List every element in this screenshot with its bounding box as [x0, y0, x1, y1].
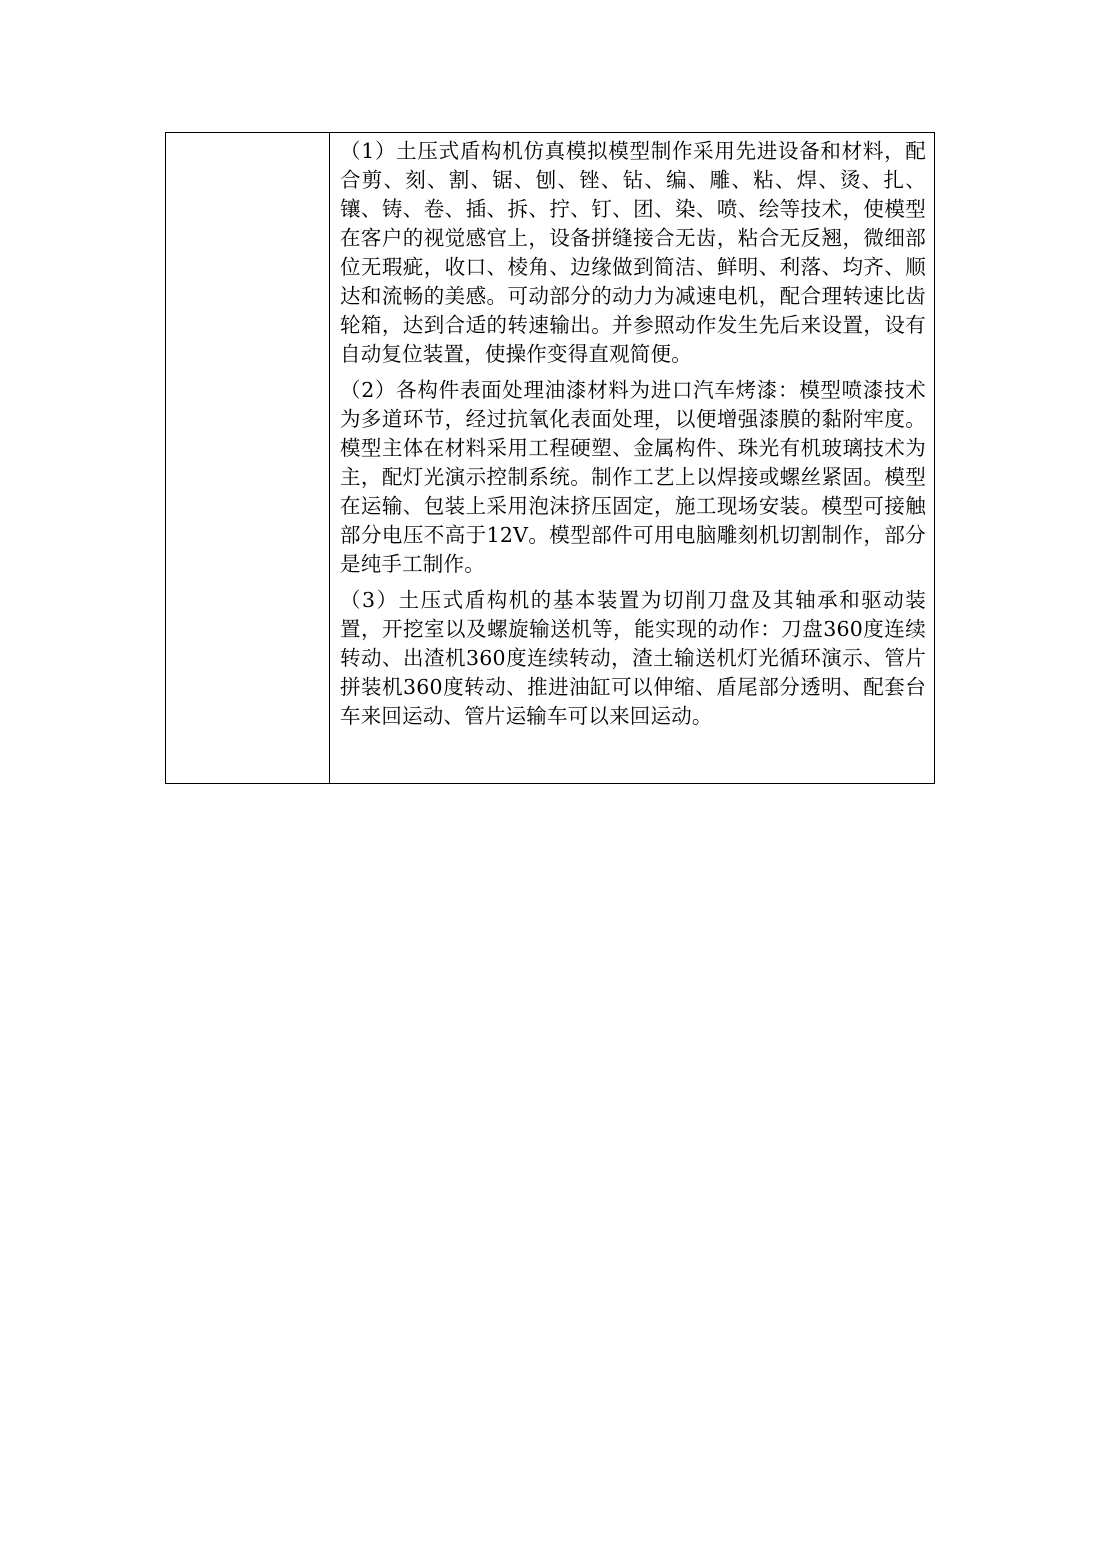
paragraph-3: （3）土压式盾构机的基本装置为切削刀盘及其轴承和驱动装置，开挖室以及螺旋输送机等，能实现的动作：刀盘360度连续转动、出渣机360度连续转动，渣土输送机灯光循环演示、管片拼装机360度转动、推进油缸可以伸缩、盾尾部分透明、配套台车来回运动、管片运输车可以来回运动。 — [340, 588, 926, 728]
table-left-cell — [166, 133, 330, 783]
paragraph-2: （2）各构件表面处理油漆材料为进口汽车烤漆：模型喷漆技术为多道环节，经过抗氧化表面处理，以便增强漆膜的黏附牢度。模型主体在材料采用工程硬塑、金属构件、珠光有机玻璃技术为主，配灯光演示控制系统。制作工艺上以焊接或螺丝紧固。模型在运输、包装上采用泡沫挤压固定，施工现场安装。模型可接触部分电压不高于12V。模型部件可用电脑雕刻机切割制作，部分是纯手工制作。 — [340, 378, 926, 576]
table-right-cell — [330, 133, 934, 783]
content-table — [165, 132, 935, 784]
paragraph-1: （1）土压式盾构机仿真模拟模型制作采用先进设备和材料，配合剪、刻、割、锯、刨、锉、钻、编、雕、粘、焊、烫、扎、镶、铸、卷、插、拆、拧、钉、团、染、喷、绘等技术，使模型在客户的视觉感官上，设备拼缝接合无齿，粘合无反翘，微细部位无瑕疵，收口、棱角、边缘做到简洁、鲜明、利落、均齐、顺达和流畅的美感。可动部分的动力为减速电机，配合理转速比齿轮箱，达到合适的转速输出。并参照动作发生先后来设置，设有自动复位装置，使操作变得直观简便。 — [340, 139, 926, 366]
